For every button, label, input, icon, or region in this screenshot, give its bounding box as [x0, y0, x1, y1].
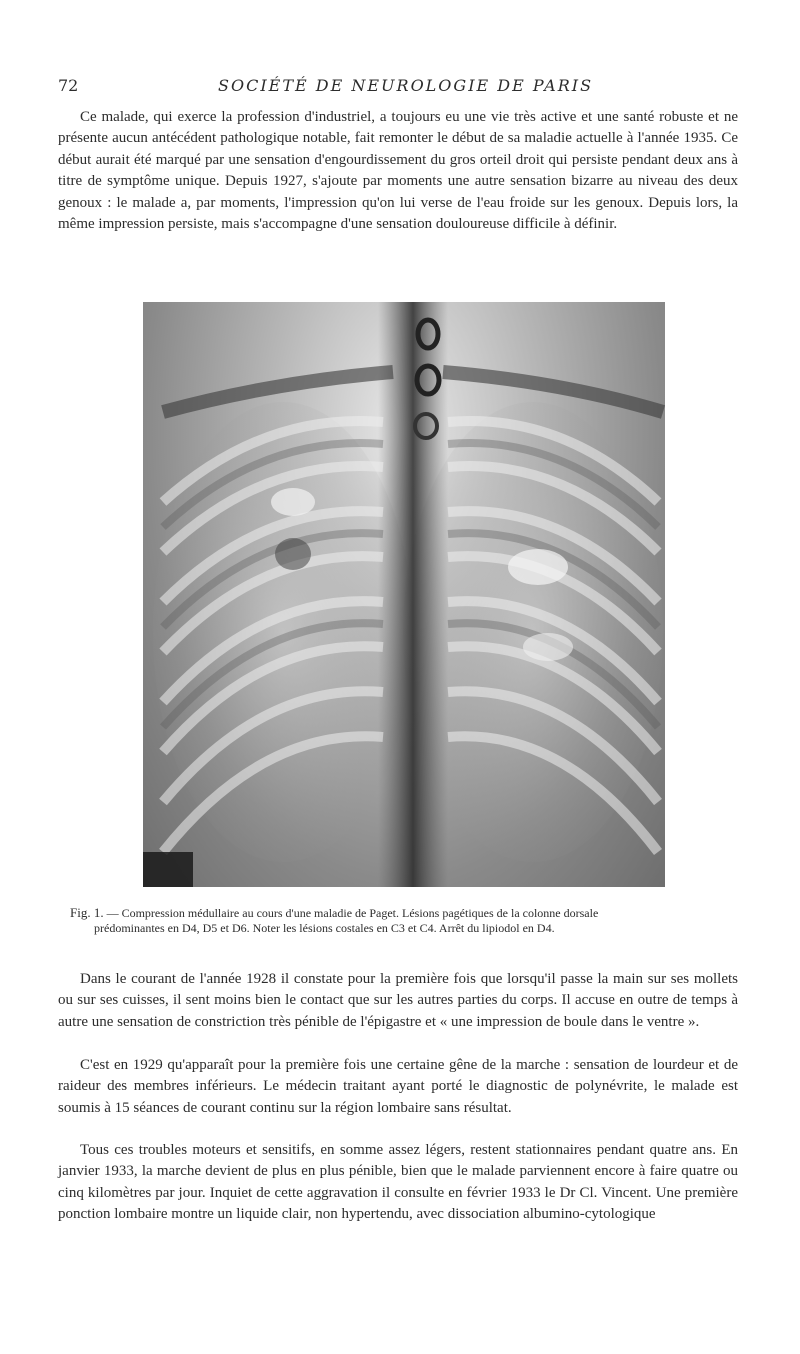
paragraph-text: Ce malade, qui exerce la profession d'industriel, a toujours eu une vie très active et une santé robuste et ne présente aucun antécédent pathologique notable, fait remonter le début de sa maladie actuelle à l'année 1935. Ce début aurait été marqué par une sensation d'engourdissement du gros orteil droit qui persiste pendant deux ans à titre de symptôme unique. Depuis 1927, s'ajoute par moments une autre sensation bizarre au niveau des deux genoux : le malade a, par moments, l'impression qu'on lui verse de l'eau froide sur les genoux. Depuis lors, la même impression persiste, mais s'accompagne d'une sensation douloureuse difficile à définir.	[58, 109, 738, 233]
page-number: 72	[58, 76, 79, 95]
paragraph-text: Dans le courant de l'année 1928 il constate pour la première fois que lorsqu'il passe la main sur ses mollets ou sur ses cuisses, il sent moins bien le contact que sur les autres parties du corps. Il accuse en outre de temps à autre une sensation de constriction très pénible de l'épigastre et « une impression de boule dans le ventre ».	[58, 971, 738, 1030]
xray-figure	[143, 302, 665, 887]
caption-line-1: — Compression médullaire au cours d'une maladie de Paget. Lésions pagétiques de la colonne dorsale	[103, 906, 599, 920]
caption-line-2: prédominantes en D4, D5 et D6. Noter les lésions costales en C3 et C4. Arrêt du lipiodol en D4.	[94, 921, 555, 935]
paragraph-1929	[58, 1055, 738, 1119]
page-header	[58, 76, 738, 100]
paragraph-text: C'est en 1929 qu'apparaît pour la première fois une certaine gêne de la marche : sensation de lourdeur et de raideur des membres inférieurs. Le médecin traitant ayant porté le diagnostic de polynévrite, le malade est soumis à 15 séances de courant continu sur la région lombaire sans résultat.	[58, 1057, 738, 1116]
figure-caption	[70, 905, 738, 936]
running-title: SOCIÉTÉ DE NEUROLOGIE DE PARIS	[218, 76, 594, 95]
figure-label: Fig. 1.	[70, 905, 104, 920]
paragraph-1933	[58, 1140, 738, 1226]
paragraph-1928	[58, 969, 738, 1033]
paragraph-text: Tous ces troubles moteurs et sensitifs, en somme assez légers, restent stationnaires pendant quatre ans. En janvier 1933, la marche devient de plus en plus pénible, bien que le malade parviennent encore à faire quatre ou cinq kilomètres par jour. Inquiet de cette aggravation il consulte en février 1933 le Dr Cl. Vincent. Une première ponction lombaire montre un liquide clair, non hypertendu, avec dissociation albumino-cytologique	[58, 1142, 738, 1223]
xray-image	[143, 302, 665, 887]
paragraph-intro	[58, 107, 738, 235]
